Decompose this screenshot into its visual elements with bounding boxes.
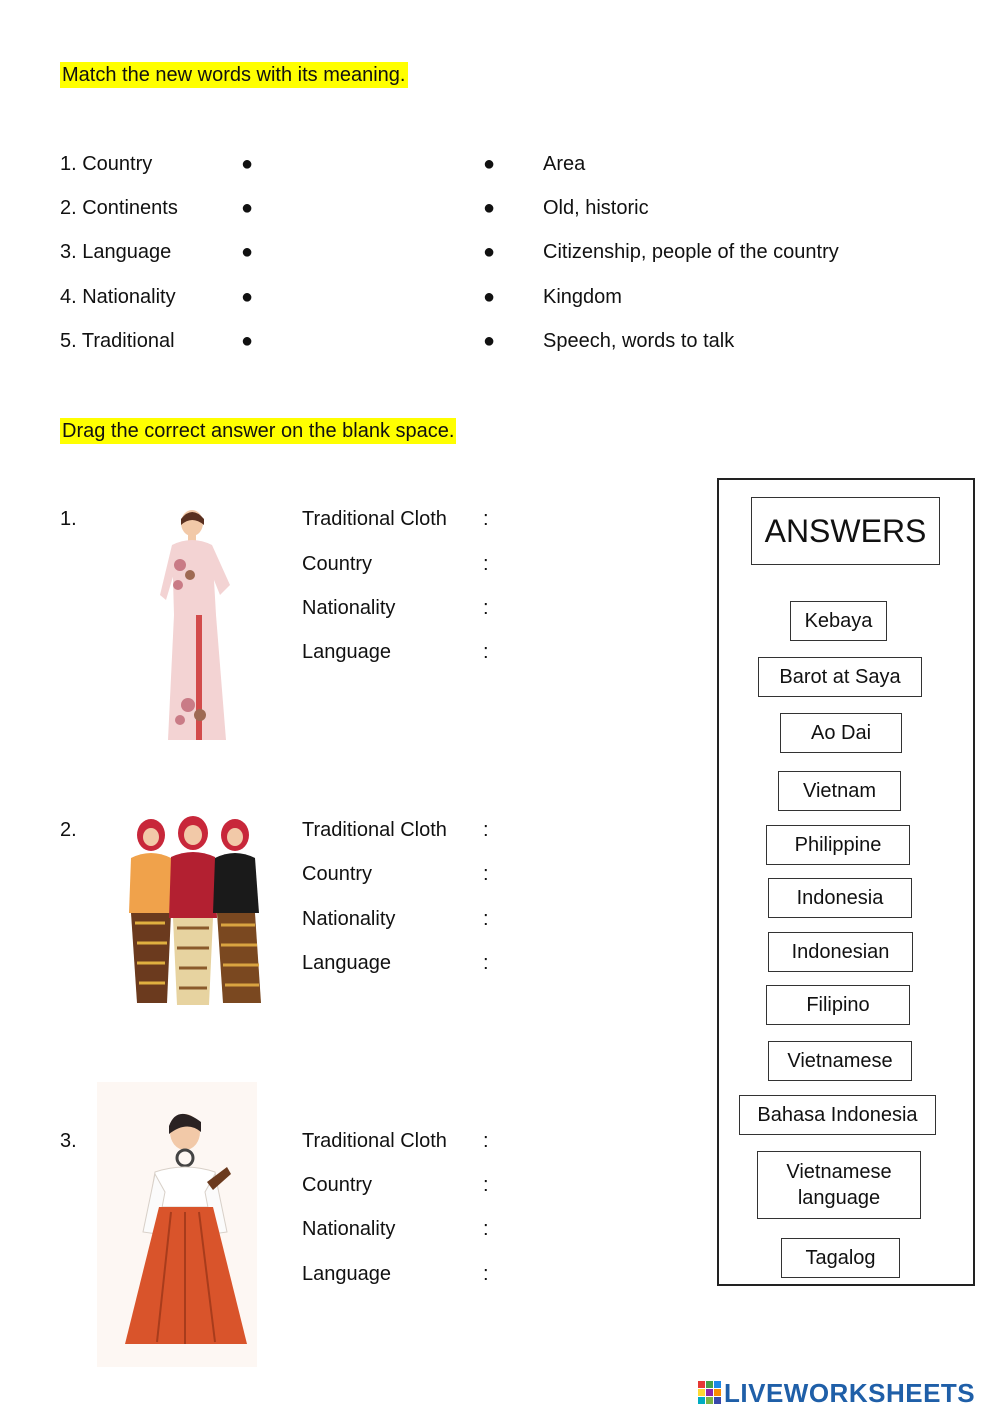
logo-square [706, 1389, 713, 1396]
field-label: Traditional Cloth [302, 1130, 447, 1152]
answer-chip-filipino[interactable]: Filipino [766, 985, 910, 1025]
drop-zone[interactable] [500, 1128, 700, 1154]
field-colon: : [483, 1130, 489, 1152]
answer-chip-barot-at-saya[interactable]: Barot at Saya [758, 657, 922, 697]
field-label: Country [302, 1174, 373, 1196]
question-number: 3. [60, 1130, 77, 1152]
field-colon: : [483, 508, 489, 530]
match-left-dot[interactable]: ● [241, 330, 254, 352]
match-left-dot[interactable]: ● [241, 241, 254, 263]
logo-square [698, 1397, 705, 1404]
answer-chip-philippine[interactable]: Philippine [766, 825, 910, 865]
question-number: 1. [60, 508, 77, 530]
field-colon: : [483, 908, 489, 930]
answer-chip-ao-dai[interactable]: Ao Dai [780, 713, 902, 753]
field-colon: : [483, 1263, 489, 1285]
logo-square [714, 1389, 721, 1396]
match-left-item: 3. Language [60, 241, 172, 263]
match-heading: Match the new words with its meaning. [62, 64, 406, 86]
field-colon: : [483, 863, 489, 885]
field-label: Traditional Cloth [302, 819, 447, 841]
logo-square [714, 1397, 721, 1404]
match-left-item: 1. Country [60, 153, 153, 175]
field-label: Traditional Cloth [302, 508, 447, 530]
drop-zone[interactable] [500, 817, 700, 843]
ao-dai-woman-illustration [150, 505, 245, 745]
drag-heading: Drag the correct answer on the blank space. [62, 420, 455, 442]
field-label: Nationality [302, 1218, 396, 1240]
logo-square [706, 1397, 713, 1404]
match-left-dot[interactable]: ● [241, 286, 254, 308]
logo-square [698, 1389, 705, 1396]
answers-title: ANSWERS [751, 497, 940, 565]
drop-zone[interactable] [500, 639, 700, 665]
match-right-dot[interactable]: ● [483, 330, 496, 352]
drop-zone[interactable] [500, 1172, 700, 1198]
match-right-dot[interactable]: ● [483, 241, 496, 263]
drop-zone[interactable] [500, 950, 700, 976]
logo-text: LIVEWORKSHEETS [724, 1377, 976, 1408]
answer-chip-vietnamese-language[interactable]: Vietnamese language [757, 1151, 921, 1219]
field-colon: : [483, 1218, 489, 1240]
field-colon: : [483, 819, 489, 841]
drop-zone[interactable] [500, 506, 700, 532]
match-left-dot[interactable]: ● [241, 153, 254, 175]
match-right-item: Area [543, 153, 586, 175]
field-colon: : [483, 1174, 489, 1196]
drop-zone[interactable] [500, 1216, 700, 1242]
drop-zone[interactable] [500, 551, 700, 577]
field-label: Language [302, 1263, 391, 1285]
field-label: Country [302, 863, 373, 885]
barot-saya-woman-illustration [97, 1082, 257, 1367]
answer-chip-kebaya[interactable]: Kebaya [790, 601, 887, 641]
field-colon: : [483, 952, 489, 974]
field-label: Nationality [302, 597, 396, 619]
match-right-dot[interactable]: ● [483, 153, 496, 175]
field-label: Language [302, 641, 391, 663]
field-label: Country [302, 553, 373, 575]
match-right-dot[interactable]: ● [483, 286, 496, 308]
logo-square [706, 1381, 713, 1388]
drop-zone[interactable] [500, 595, 700, 621]
match-left-item: 5. Traditional [60, 330, 175, 352]
match-left-item: 4. Nationality [60, 286, 176, 308]
answer-chip-tagalog[interactable]: Tagalog [781, 1238, 900, 1278]
match-right-dot[interactable]: ● [483, 197, 496, 219]
match-right-item: Kingdom [543, 286, 622, 308]
kebaya-women-illustration [113, 813, 269, 1023]
drop-zone[interactable] [500, 861, 700, 887]
answer-chip-vietnamese[interactable]: Vietnamese [768, 1041, 912, 1081]
field-colon: : [483, 597, 489, 619]
field-colon: : [483, 641, 489, 663]
field-colon: : [483, 553, 489, 575]
answer-chip-bahasa-indonesia[interactable]: Bahasa Indonesia [739, 1095, 936, 1135]
logo-grid-icon [698, 1381, 722, 1405]
drop-zone[interactable] [500, 1261, 700, 1287]
match-right-item: Old, historic [543, 197, 649, 219]
match-left-dot[interactable]: ● [241, 197, 254, 219]
field-label: Language [302, 952, 391, 974]
liveworksheets-logo[interactable] [698, 1378, 994, 1408]
match-right-item: Citizenship, people of the country [543, 241, 839, 263]
answer-chip-indonesian[interactable]: Indonesian [768, 932, 913, 972]
answer-chip-indonesia[interactable]: Indonesia [768, 878, 912, 918]
match-left-item: 2. Continents [60, 197, 178, 219]
drop-zone[interactable] [500, 906, 700, 932]
field-label: Nationality [302, 908, 396, 930]
answer-chip-vietnam[interactable]: Vietnam [778, 771, 901, 811]
question-number: 2. [60, 819, 77, 841]
match-right-item: Speech, words to talk [543, 330, 735, 352]
logo-square [714, 1381, 721, 1388]
logo-square [698, 1381, 705, 1388]
